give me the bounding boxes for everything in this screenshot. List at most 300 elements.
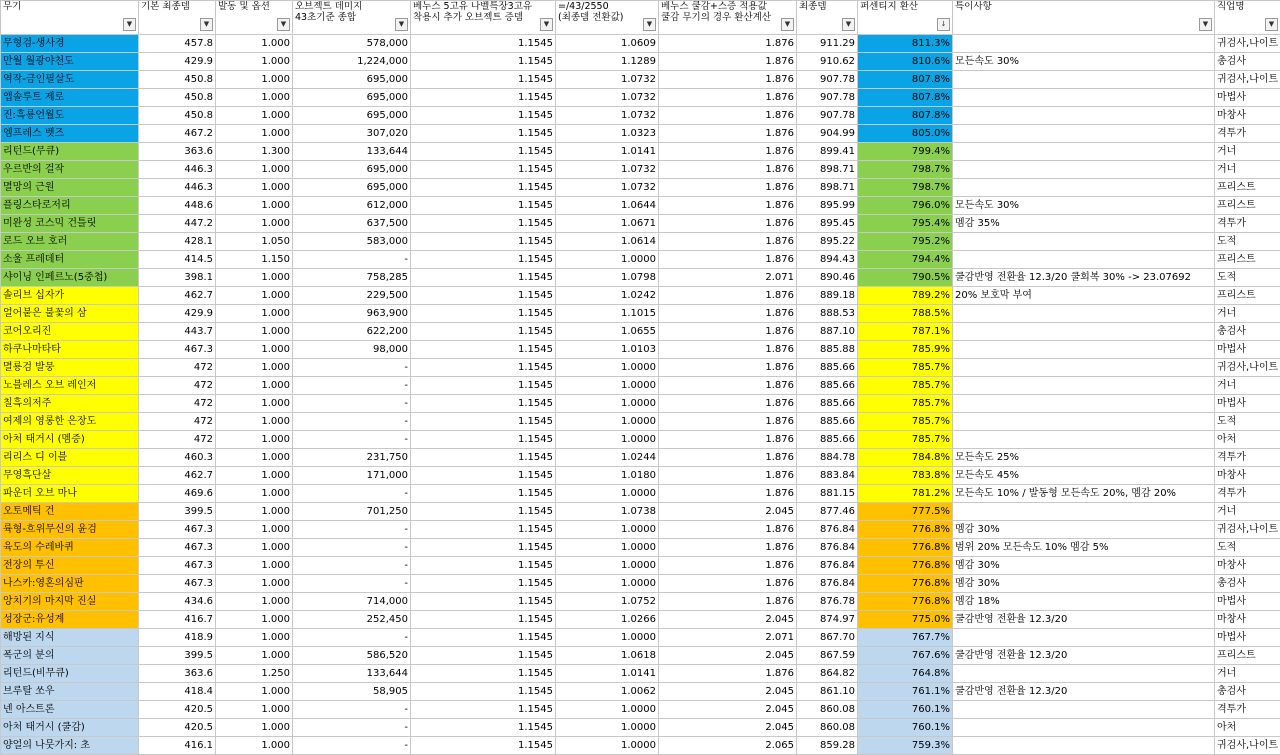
column-header-pct[interactable] xyxy=(858,1,953,35)
cell-cool[interactable]: 1.876 xyxy=(659,593,797,611)
cell-proc[interactable]: 1.000 xyxy=(216,539,293,557)
cell-venus[interactable]: 1.1545 xyxy=(411,377,556,395)
cell-cool[interactable]: 1.876 xyxy=(659,89,797,107)
cell-final[interactable]: 911.29 xyxy=(797,35,858,53)
cell-cool[interactable]: 1.876 xyxy=(659,359,797,377)
cell-base[interactable]: 416.7 xyxy=(139,611,216,629)
cell-note[interactable]: 모든속도 30% xyxy=(953,53,1215,71)
cell-base[interactable]: 399.5 xyxy=(139,503,216,521)
cell-objdmg[interactable]: 714,000 xyxy=(293,593,411,611)
cell-pct[interactable]: 811.3% xyxy=(858,35,953,53)
filter-dropdown-icon[interactable]: ▼ xyxy=(781,18,794,31)
cell-note[interactable]: 멤감 30% xyxy=(953,521,1215,539)
cell-venus[interactable]: 1.1545 xyxy=(411,233,556,251)
cell-objdmg[interactable]: - xyxy=(293,413,411,431)
filter-dropdown-icon[interactable]: ▼ xyxy=(1199,18,1212,31)
cell-base[interactable]: 450.8 xyxy=(139,89,216,107)
cell-cool[interactable]: 1.876 xyxy=(659,125,797,143)
cell-objdmg[interactable]: 695,000 xyxy=(293,179,411,197)
cell-objdmg[interactable]: - xyxy=(293,485,411,503)
cell-weapon[interactable]: 양얼의 나뭇가지: 초 xyxy=(1,737,139,755)
filter-dropdown-icon[interactable]: ▼ xyxy=(123,18,136,31)
cell-weapon[interactable]: 얼어붙은 불꽃의 삼 xyxy=(1,305,139,323)
cell-proc[interactable]: 1.250 xyxy=(216,665,293,683)
cell-objdmg[interactable]: - xyxy=(293,521,411,539)
cell-note[interactable] xyxy=(953,179,1215,197)
cell-venus[interactable]: 1.1545 xyxy=(411,125,556,143)
cell-ratio[interactable]: 1.0618 xyxy=(556,647,659,665)
cell-weapon[interactable]: 오토메틱 건 xyxy=(1,503,139,521)
cell-cls[interactable]: 귀검사,나이트 xyxy=(1215,737,1280,755)
cell-cool[interactable]: 1.876 xyxy=(659,53,797,71)
cell-base[interactable]: 447.2 xyxy=(139,215,216,233)
cell-cls[interactable]: 귀검사,나이트 xyxy=(1215,71,1280,89)
cell-objdmg[interactable]: - xyxy=(293,431,411,449)
cell-proc[interactable]: 1.000 xyxy=(216,305,293,323)
cell-venus[interactable]: 1.1545 xyxy=(411,683,556,701)
cell-objdmg[interactable]: 637,500 xyxy=(293,215,411,233)
cell-venus[interactable]: 1.1545 xyxy=(411,557,556,575)
cell-note[interactable]: 멤감 30% xyxy=(953,557,1215,575)
cell-proc[interactable]: 1.000 xyxy=(216,431,293,449)
cell-final[interactable]: 867.70 xyxy=(797,629,858,647)
cell-final[interactable]: 890.46 xyxy=(797,269,858,287)
cell-base[interactable]: 428.1 xyxy=(139,233,216,251)
cell-pct[interactable]: 805.0% xyxy=(858,125,953,143)
cell-base[interactable]: 420.5 xyxy=(139,719,216,737)
cell-ratio[interactable]: 1.0000 xyxy=(556,629,659,647)
cell-note[interactable]: 모든속도 10% / 발동형 모든속도 20%, 멤감 20% xyxy=(953,485,1215,503)
cell-final[interactable]: 910.62 xyxy=(797,53,858,71)
cell-pct[interactable]: 807.8% xyxy=(858,107,953,125)
cell-objdmg[interactable]: 963,900 xyxy=(293,305,411,323)
cell-objdmg[interactable]: 695,000 xyxy=(293,107,411,125)
cell-weapon[interactable]: 코어오리진 xyxy=(1,323,139,341)
cell-cool[interactable]: 1.876 xyxy=(659,521,797,539)
cell-venus[interactable]: 1.1545 xyxy=(411,161,556,179)
cell-base[interactable]: 472 xyxy=(139,377,216,395)
column-header-proc[interactable] xyxy=(216,1,293,35)
cell-proc[interactable]: 1.000 xyxy=(216,485,293,503)
cell-final[interactable]: 867.59 xyxy=(797,647,858,665)
cell-ratio[interactable]: 1.0644 xyxy=(556,197,659,215)
cell-base[interactable]: 434.6 xyxy=(139,593,216,611)
cell-cls[interactable]: 마창사 xyxy=(1215,467,1280,485)
cell-venus[interactable]: 1.1545 xyxy=(411,287,556,305)
cell-cool[interactable]: 1.876 xyxy=(659,665,797,683)
cell-base[interactable]: 420.5 xyxy=(139,701,216,719)
cell-base[interactable]: 469.6 xyxy=(139,485,216,503)
cell-ratio[interactable]: 1.0752 xyxy=(556,593,659,611)
cell-venus[interactable]: 1.1545 xyxy=(411,737,556,755)
cell-objdmg[interactable]: 701,250 xyxy=(293,503,411,521)
cell-proc[interactable]: 1.000 xyxy=(216,737,293,755)
cell-weapon[interactable]: 육도의 수레바퀴 xyxy=(1,539,139,557)
cell-weapon[interactable]: 여제의 영롱한 은장도 xyxy=(1,413,139,431)
cell-proc[interactable]: 1.000 xyxy=(216,269,293,287)
cell-cls[interactable]: 도적 xyxy=(1215,233,1280,251)
cell-weapon[interactable]: 만월 월광야천도 xyxy=(1,53,139,71)
cell-venus[interactable]: 1.1545 xyxy=(411,593,556,611)
cell-cls[interactable]: 거너 xyxy=(1215,143,1280,161)
cell-ratio[interactable]: 1.0266 xyxy=(556,611,659,629)
cell-ratio[interactable]: 1.0103 xyxy=(556,341,659,359)
cell-cls[interactable]: 프리스트 xyxy=(1215,251,1280,269)
cell-base[interactable]: 418.4 xyxy=(139,683,216,701)
cell-proc[interactable]: 1.000 xyxy=(216,359,293,377)
cell-venus[interactable]: 1.1545 xyxy=(411,539,556,557)
cell-venus[interactable]: 1.1545 xyxy=(411,341,556,359)
cell-note[interactable]: 범위 20% 모든속도 10% 멤감 5% xyxy=(953,539,1215,557)
cell-cool[interactable]: 2.065 xyxy=(659,737,797,755)
cell-venus[interactable]: 1.1545 xyxy=(411,521,556,539)
cell-note[interactable]: 멤감 18% xyxy=(953,593,1215,611)
cell-proc[interactable]: 1.000 xyxy=(216,683,293,701)
cell-objdmg[interactable]: 695,000 xyxy=(293,89,411,107)
cell-pct[interactable]: 775.0% xyxy=(858,611,953,629)
cell-proc[interactable]: 1.000 xyxy=(216,287,293,305)
cell-objdmg[interactable]: - xyxy=(293,359,411,377)
cell-objdmg[interactable]: 586,520 xyxy=(293,647,411,665)
cell-pct[interactable]: 785.7% xyxy=(858,377,953,395)
cell-base[interactable]: 399.5 xyxy=(139,647,216,665)
cell-weapon[interactable]: 리턴드(무큐) xyxy=(1,143,139,161)
cell-cls[interactable]: 격투가 xyxy=(1215,449,1280,467)
cell-venus[interactable]: 1.1545 xyxy=(411,71,556,89)
cell-cls[interactable]: 마법사 xyxy=(1215,629,1280,647)
cell-weapon[interactable]: 진:흑룡언월도 xyxy=(1,107,139,125)
cell-objdmg[interactable]: 229,500 xyxy=(293,287,411,305)
cell-weapon[interactable]: 로드 오브 호러 xyxy=(1,233,139,251)
cell-proc[interactable]: 1.000 xyxy=(216,161,293,179)
cell-weapon[interactable]: 플링스타로저리 xyxy=(1,197,139,215)
cell-cool[interactable]: 2.071 xyxy=(659,269,797,287)
cell-pct[interactable]: 796.0% xyxy=(858,197,953,215)
cell-ratio[interactable]: 1.0180 xyxy=(556,467,659,485)
cell-venus[interactable]: 1.1545 xyxy=(411,53,556,71)
cell-note[interactable]: 멤감 35% xyxy=(953,215,1215,233)
cell-base[interactable]: 457.8 xyxy=(139,35,216,53)
cell-ratio[interactable]: 1.0000 xyxy=(556,359,659,377)
cell-base[interactable]: 467.3 xyxy=(139,341,216,359)
cell-weapon[interactable]: 우르반의 걸작 xyxy=(1,161,139,179)
cell-cool[interactable]: 1.876 xyxy=(659,413,797,431)
cell-weapon[interactable]: 나스카:영혼의심판 xyxy=(1,575,139,593)
cell-weapon[interactable]: 칠흑의저주 xyxy=(1,395,139,413)
filter-dropdown-icon[interactable]: ▼ xyxy=(1265,18,1278,31)
cell-pct[interactable]: 810.6% xyxy=(858,53,953,71)
filter-dropdown-icon[interactable]: ▼ xyxy=(540,18,553,31)
cell-base[interactable]: 446.3 xyxy=(139,161,216,179)
cell-cool[interactable]: 1.876 xyxy=(659,107,797,125)
cell-weapon[interactable]: 브루탈 쏘우 xyxy=(1,683,139,701)
cell-cls[interactable]: 총검사 xyxy=(1215,683,1280,701)
cell-weapon[interactable]: 성장군:유성계 xyxy=(1,611,139,629)
cell-cool[interactable]: 1.876 xyxy=(659,485,797,503)
cell-ratio[interactable]: 1.0244 xyxy=(556,449,659,467)
cell-venus[interactable]: 1.1545 xyxy=(411,629,556,647)
cell-note[interactable] xyxy=(953,233,1215,251)
cell-objdmg[interactable]: 622,200 xyxy=(293,323,411,341)
cell-ratio[interactable]: 1.0609 xyxy=(556,35,659,53)
column-header-cool[interactable] xyxy=(659,1,797,35)
cell-cls[interactable]: 프리스트 xyxy=(1215,179,1280,197)
cell-proc[interactable]: 1.000 xyxy=(216,629,293,647)
cell-weapon[interactable]: 노블레스 오브 레인저 xyxy=(1,377,139,395)
cell-final[interactable]: 885.66 xyxy=(797,413,858,431)
cell-note[interactable] xyxy=(953,431,1215,449)
cell-weapon[interactable]: 무영흑단살 xyxy=(1,467,139,485)
cell-pct[interactable]: 787.1% xyxy=(858,323,953,341)
cell-pct[interactable]: 776.8% xyxy=(858,521,953,539)
cell-objdmg[interactable]: 133,644 xyxy=(293,665,411,683)
cell-weapon[interactable]: 무형검-생사경 xyxy=(1,35,139,53)
cell-objdmg[interactable]: 133,644 xyxy=(293,143,411,161)
cell-base[interactable]: 429.9 xyxy=(139,53,216,71)
cell-final[interactable]: 895.99 xyxy=(797,197,858,215)
cell-base[interactable]: 472 xyxy=(139,431,216,449)
cell-objdmg[interactable]: 583,000 xyxy=(293,233,411,251)
cell-ratio[interactable]: 1.1015 xyxy=(556,305,659,323)
cell-objdmg[interactable]: - xyxy=(293,251,411,269)
cell-ratio[interactable]: 1.0000 xyxy=(556,719,659,737)
cell-final[interactable]: 881.15 xyxy=(797,485,858,503)
cell-venus[interactable]: 1.1545 xyxy=(411,359,556,377)
cell-ratio[interactable]: 1.0000 xyxy=(556,413,659,431)
cell-cool[interactable]: 1.876 xyxy=(659,575,797,593)
cell-pct[interactable]: 781.2% xyxy=(858,485,953,503)
cell-base[interactable]: 450.8 xyxy=(139,71,216,89)
cell-proc[interactable]: 1.000 xyxy=(216,413,293,431)
cell-cool[interactable]: 2.071 xyxy=(659,629,797,647)
cell-ratio[interactable]: 1.0000 xyxy=(556,521,659,539)
cell-weapon[interactable]: 미완성 코스믹 건틀릿 xyxy=(1,215,139,233)
cell-pct[interactable]: 785.7% xyxy=(858,395,953,413)
cell-weapon[interactable]: 역작-금인필살도 xyxy=(1,71,139,89)
cell-cool[interactable]: 1.876 xyxy=(659,323,797,341)
cell-cls[interactable]: 마창사 xyxy=(1215,107,1280,125)
cell-pct[interactable]: 767.6% xyxy=(858,647,953,665)
cell-base[interactable]: 472 xyxy=(139,395,216,413)
cell-cls[interactable]: 격투가 xyxy=(1215,485,1280,503)
cell-weapon[interactable]: 륙형-흐위무신의 윤검 xyxy=(1,521,139,539)
cell-final[interactable]: 894.43 xyxy=(797,251,858,269)
cell-cool[interactable]: 2.045 xyxy=(659,647,797,665)
cell-cool[interactable]: 1.876 xyxy=(659,557,797,575)
cell-final[interactable]: 876.84 xyxy=(797,557,858,575)
cell-proc[interactable]: 1.000 xyxy=(216,323,293,341)
cell-cls[interactable]: 마창사 xyxy=(1215,611,1280,629)
cell-final[interactable]: 876.84 xyxy=(797,539,858,557)
cell-cool[interactable]: 1.876 xyxy=(659,287,797,305)
filter-dropdown-icon[interactable]: ▼ xyxy=(277,18,290,31)
cell-ratio[interactable]: 1.0141 xyxy=(556,665,659,683)
cell-venus[interactable]: 1.1545 xyxy=(411,251,556,269)
cell-ratio[interactable]: 1.0614 xyxy=(556,233,659,251)
filter-dropdown-icon[interactable]: ▼ xyxy=(842,18,855,31)
cell-proc[interactable]: 1.000 xyxy=(216,575,293,593)
cell-base[interactable]: 448.6 xyxy=(139,197,216,215)
cell-venus[interactable]: 1.1545 xyxy=(411,449,556,467)
cell-venus[interactable]: 1.1545 xyxy=(411,467,556,485)
cell-pct[interactable]: 776.8% xyxy=(858,539,953,557)
cell-cool[interactable]: 2.045 xyxy=(659,683,797,701)
cell-weapon[interactable]: 샤이닝 인페르노(5중첩) xyxy=(1,269,139,287)
cell-base[interactable]: 429.9 xyxy=(139,305,216,323)
cell-pct[interactable]: 776.8% xyxy=(858,575,953,593)
cell-weapon[interactable]: 폭군의 분의 xyxy=(1,647,139,665)
cell-final[interactable]: 885.88 xyxy=(797,341,858,359)
cell-cls[interactable]: 거너 xyxy=(1215,665,1280,683)
cell-final[interactable]: 889.18 xyxy=(797,287,858,305)
cell-ratio[interactable]: 1.0242 xyxy=(556,287,659,305)
cell-cool[interactable]: 1.876 xyxy=(659,233,797,251)
cell-pct[interactable]: 795.4% xyxy=(858,215,953,233)
cell-venus[interactable]: 1.1545 xyxy=(411,575,556,593)
cell-final[interactable]: 884.78 xyxy=(797,449,858,467)
cell-objdmg[interactable]: - xyxy=(293,377,411,395)
cell-cls[interactable]: 프리스트 xyxy=(1215,287,1280,305)
cell-objdmg[interactable]: 1,224,000 xyxy=(293,53,411,71)
cell-objdmg[interactable]: - xyxy=(293,701,411,719)
filter-dropdown-icon[interactable]: ▼ xyxy=(200,18,213,31)
cell-objdmg[interactable]: 695,000 xyxy=(293,71,411,89)
cell-base[interactable]: 418.9 xyxy=(139,629,216,647)
cell-proc[interactable]: 1.000 xyxy=(216,89,293,107)
cell-ratio[interactable]: 1.0141 xyxy=(556,143,659,161)
cell-cls[interactable]: 거너 xyxy=(1215,161,1280,179)
cell-final[interactable]: 877.46 xyxy=(797,503,858,521)
cell-final[interactable]: 885.66 xyxy=(797,359,858,377)
cell-proc[interactable]: 1.300 xyxy=(216,143,293,161)
cell-note[interactable]: 쿨감반영 전환율 12.3/20 쿨회복 30% -> 23.07692 xyxy=(953,269,1215,287)
cell-cool[interactable]: 1.876 xyxy=(659,35,797,53)
cell-proc[interactable]: 1.000 xyxy=(216,449,293,467)
cell-cls[interactable]: 아처 xyxy=(1215,431,1280,449)
cell-objdmg[interactable]: - xyxy=(293,539,411,557)
cell-cool[interactable]: 2.045 xyxy=(659,611,797,629)
cell-final[interactable]: 888.53 xyxy=(797,305,858,323)
cell-pct[interactable]: 776.8% xyxy=(858,593,953,611)
cell-ratio[interactable]: 1.0732 xyxy=(556,179,659,197)
cell-pct[interactable]: 784.8% xyxy=(858,449,953,467)
cell-proc[interactable]: 1.000 xyxy=(216,107,293,125)
cell-weapon[interactable]: 앱솔루트 제로 xyxy=(1,89,139,107)
cell-note[interactable]: 모든속도 25% xyxy=(953,449,1215,467)
cell-objdmg[interactable]: - xyxy=(293,557,411,575)
cell-note[interactable] xyxy=(953,251,1215,269)
cell-note[interactable] xyxy=(953,125,1215,143)
cell-pct[interactable]: 807.8% xyxy=(858,71,953,89)
cell-venus[interactable]: 1.1545 xyxy=(411,485,556,503)
cell-final[interactable]: 885.66 xyxy=(797,395,858,413)
cell-pct[interactable]: 783.8% xyxy=(858,467,953,485)
cell-ratio[interactable]: 1.0000 xyxy=(556,251,659,269)
cell-final[interactable]: 895.22 xyxy=(797,233,858,251)
cell-proc[interactable]: 1.000 xyxy=(216,35,293,53)
cell-note[interactable] xyxy=(953,341,1215,359)
cell-cool[interactable]: 2.045 xyxy=(659,503,797,521)
cell-ratio[interactable]: 1.0738 xyxy=(556,503,659,521)
cell-weapon[interactable]: 아처 태거시 (쿨감) xyxy=(1,719,139,737)
cell-objdmg[interactable]: - xyxy=(293,719,411,737)
cell-base[interactable]: 467.3 xyxy=(139,557,216,575)
cell-weapon[interactable]: 솔리브 십자가 xyxy=(1,287,139,305)
cell-venus[interactable]: 1.1545 xyxy=(411,305,556,323)
column-header-venus[interactable] xyxy=(411,1,556,35)
cell-final[interactable]: 861.10 xyxy=(797,683,858,701)
cell-weapon[interactable]: 파운더 오브 마나 xyxy=(1,485,139,503)
cell-objdmg[interactable]: 171,000 xyxy=(293,467,411,485)
cell-base[interactable]: 472 xyxy=(139,413,216,431)
cell-pct[interactable]: 789.2% xyxy=(858,287,953,305)
cell-base[interactable]: 363.6 xyxy=(139,143,216,161)
cell-cool[interactable]: 1.876 xyxy=(659,179,797,197)
cell-proc[interactable]: 1.000 xyxy=(216,215,293,233)
cell-cls[interactable]: 격투가 xyxy=(1215,125,1280,143)
cell-cls[interactable]: 아처 xyxy=(1215,719,1280,737)
cell-final[interactable]: 860.08 xyxy=(797,701,858,719)
cell-base[interactable]: 462.7 xyxy=(139,287,216,305)
cell-note[interactable] xyxy=(953,89,1215,107)
cell-final[interactable]: 874.97 xyxy=(797,611,858,629)
cell-final[interactable]: 864.82 xyxy=(797,665,858,683)
cell-cool[interactable]: 1.876 xyxy=(659,71,797,89)
cell-weapon[interactable]: 해방된 지식 xyxy=(1,629,139,647)
cell-weapon[interactable]: 아처 태거시 (멤증) xyxy=(1,431,139,449)
cell-ratio[interactable]: 1.0000 xyxy=(556,575,659,593)
column-header-base[interactable] xyxy=(139,1,216,35)
cell-note[interactable] xyxy=(953,701,1215,719)
cell-proc[interactable]: 1.000 xyxy=(216,719,293,737)
sort-filter-icon[interactable]: ↓ xyxy=(937,18,950,31)
cell-pct[interactable]: 785.7% xyxy=(858,431,953,449)
cell-ratio[interactable]: 1.0000 xyxy=(556,539,659,557)
cell-cool[interactable]: 1.876 xyxy=(659,539,797,557)
cell-venus[interactable]: 1.1545 xyxy=(411,179,556,197)
cell-venus[interactable]: 1.1545 xyxy=(411,215,556,233)
cell-cls[interactable]: 마법사 xyxy=(1215,593,1280,611)
cell-cls[interactable]: 거너 xyxy=(1215,503,1280,521)
cell-final[interactable]: 899.41 xyxy=(797,143,858,161)
cell-final[interactable]: 907.78 xyxy=(797,71,858,89)
cell-ratio[interactable]: 1.0000 xyxy=(556,431,659,449)
cell-note[interactable] xyxy=(953,377,1215,395)
filter-dropdown-icon[interactable]: ▼ xyxy=(395,18,408,31)
cell-cls[interactable]: 도적 xyxy=(1215,539,1280,557)
cell-objdmg[interactable]: 758,285 xyxy=(293,269,411,287)
cell-pct[interactable]: 764.8% xyxy=(858,665,953,683)
cell-weapon[interactable]: 넨 아스트론 xyxy=(1,701,139,719)
cell-base[interactable]: 472 xyxy=(139,359,216,377)
cell-weapon[interactable]: 하쿠나마타타 xyxy=(1,341,139,359)
cell-weapon[interactable]: 멸망의 근원 xyxy=(1,179,139,197)
cell-venus[interactable]: 1.1545 xyxy=(411,701,556,719)
cell-note[interactable]: 쿨감반영 전환율 12.3/20 xyxy=(953,611,1215,629)
cell-ratio[interactable]: 1.0000 xyxy=(556,485,659,503)
cell-note[interactable] xyxy=(953,143,1215,161)
cell-base[interactable]: 467.3 xyxy=(139,575,216,593)
filter-dropdown-icon[interactable]: ▼ xyxy=(643,18,656,31)
cell-final[interactable]: 907.78 xyxy=(797,89,858,107)
cell-note[interactable] xyxy=(953,503,1215,521)
cell-note[interactable]: 멤감 30% xyxy=(953,575,1215,593)
cell-objdmg[interactable]: - xyxy=(293,629,411,647)
cell-cool[interactable]: 1.876 xyxy=(659,305,797,323)
cell-final[interactable]: 895.45 xyxy=(797,215,858,233)
cell-base[interactable]: 467.3 xyxy=(139,539,216,557)
cell-weapon[interactable]: 앙치기의 마지막 진실 xyxy=(1,593,139,611)
